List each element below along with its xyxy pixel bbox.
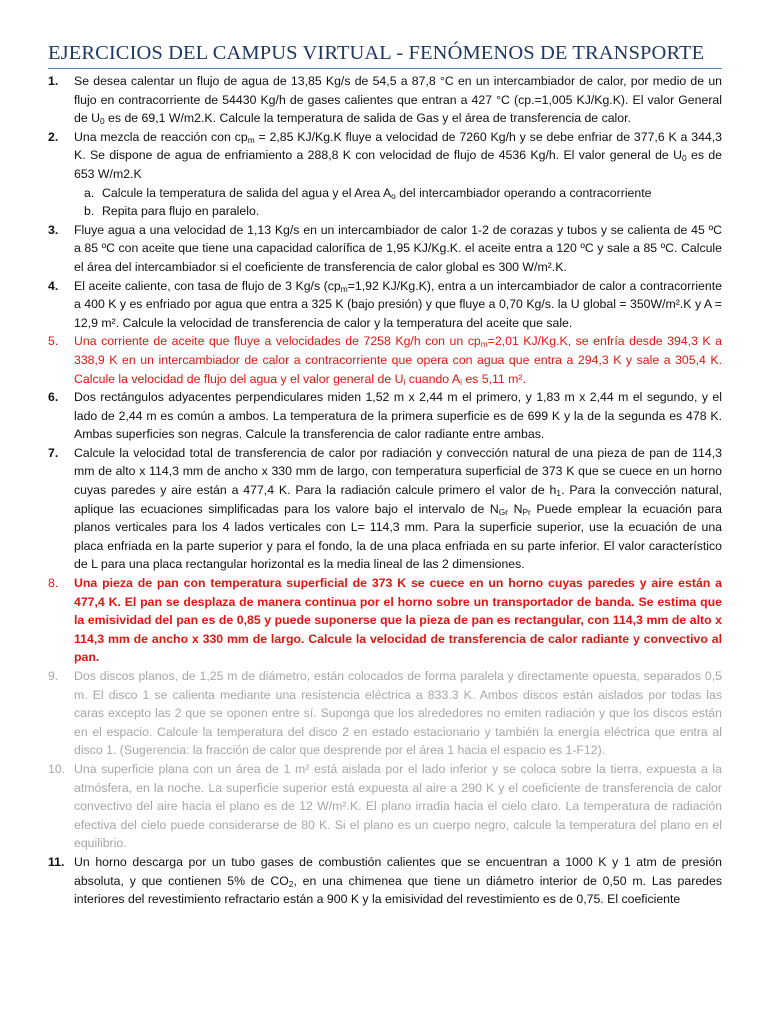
exercise-text: Una corriente de aceite que fluye a velocidades de 7258 Kg/h con un $cp_m=2,01$ KJ/Kg.K, se enfría desde 394,3 K a 338,9 K en un intercambiador de calor a contracorriente que opera con agua que entra a 294,3 K y sale a 305,4 K. Calcule la velocidad de flujo del agua y el valor general de $U_i$ cuando $A_i$ es 5,11 m². xyxy=(74,334,722,387)
exercise-item xyxy=(48,128,722,221)
exercise-number: 8. xyxy=(48,576,59,591)
exercise-text: Una superficie plana con un área de 1 m² está aislada por el lado inferior y se coloca sobre la tierra, expuesta a la atmósfera, en la noche. La superficie superior está expuesta al aire a 290 K y el coeficiente de transferencia de calor convectivo del aire hacia el plano es de 12 W/m².K. El plano irradia hacia el cielo claro. La temperatura de radiación efectiva del cielo puede considerarse de 80 K. Si el plano es un cuerpo negro, calcule la temperatura del plano en el equilibrio. xyxy=(74,761,722,851)
exercise-text: El aceite caliente, con tasa de flujo de 3 Kg/s ($cp_m=1,92$ KJ/Kg.K), entra a un intercambiador de calor a contracorriente a 400 K y es enfriado por agua que entra a 325 K (bajo presión) y que fluye a 0,70 Kg/s. la U global = 350W/m².K y A = 12,9 m². Calcule la velocidad de transferencia de calor y la temperatura del aceite que sale. xyxy=(74,278,722,330)
sub-question xyxy=(84,202,722,221)
exercise-list xyxy=(48,72,722,909)
exercise-text: Dos rectángulos adyacentes perpendiculares miden 1,52 m x 2,44 m el primero, y 1,83 m x 2,44 m el segundo, y el lado de 2,44 m es común a ambos. La temperatura de la primera superficie es de 699 K y la de la segunda es 478 K. Ambas superficies son negras. Calcule la transferencia de calor radiante entre ambas. xyxy=(74,390,722,442)
sub-question-text: Calcule la temperatura de salida del agua y el Area $A_o$ del intercambiador operando a contracorriente xyxy=(102,185,652,201)
exercise-item xyxy=(48,853,722,909)
sub-question-list xyxy=(74,184,722,221)
exercise-text: Una mezcla de reacción con $cp_m = 2,85$ KJ/Kg.K fluye a velocidad de 7260 Kg/h y se debe enfriar de 377,6 K a 344,3 K. Se dispone de agua de enfriamiento a 288,8 K con velocidad de flujo de 4536 Kg/h. El valor general de $U_0$ es de 653 W/m2.K xyxy=(74,129,723,181)
exercise-number: 11. xyxy=(48,854,65,869)
exercise-number: 4. xyxy=(48,278,59,293)
exercise-item xyxy=(48,332,722,388)
sub-question-text: Repita para flujo en paralelo. xyxy=(102,204,260,219)
exercise-number: 3. xyxy=(48,222,59,237)
exercise-item xyxy=(48,444,722,574)
exercise-number: 6. xyxy=(48,390,59,405)
exercise-item xyxy=(48,221,722,277)
exercise-item xyxy=(48,760,722,853)
exercise-text: Se desea calentar un flujo de agua de 13,85 Kg/s de 54,5 a 87,8 °C en un intercambiador de calor, por medio de un flujo en contracorriente de 54430 Kg/h de gases calientes que entran a 427 °C (cp.=1,005 KJ/Kg.K). El valor General de $U_0$ es de 69,1 W/m2.K. Calcule la temperatura de salida de Gas y el área de transferencia de calor. xyxy=(74,74,722,127)
exercise-number: 7. xyxy=(48,445,59,460)
exercise-text: Una pieza de pan con temperatura superficial de 373 K se cuece en un horno cuyas paredes y aire están a 477,4 K. El pan se desplaza de manera continua por el horno sobre un transportador de banda. Se estima que la emisividad del pan es de 0,85 y puede suponerse que la pieza de pan es rectangular, con 114,3 mm de alto x 114,3 mm de ancho x 330 mm de largo. Calcule la velocidad de transferencia de calor radiante y convectivo al pan. xyxy=(74,576,722,665)
exercise-text: Fluye agua a una velocidad de 1,13 Kg/s en un intercambiador de calor 1-2 de corazas y tubos y se calienta de 45 ºC a 85 ºC con aceite que tiene una capacidad calorífica de 1,95 KJ/Kg.K. el aceite entra a 120 ºC y sale a 85 ºC. Calcule el área del intercambiador si el coeficiente de transferencia de calor global es 300 W/m².K. xyxy=(74,222,722,274)
exercise-item xyxy=(48,667,722,760)
page-title: EJERCICIOS DEL CAMPUS VIRTUAL - FENÓMENOS DE TRANSPORTE xyxy=(48,0,722,69)
exercise-text: Calcule la velocidad total de transferencia de calor por radiación y convección natural de una pieza de pan de 114,3 mm de alto x 114,3 mm de ancho x 330 mm de largo, con temperatura superficial de 373 K que se cuece en un horno cuyas paredes y aire están a 477,4 K. Para la radiación calcule primero el valor de $h_1$. Para la convección natural, aplique las ecuaciones simplificadas para los valore bajo el intervalo de $N_{Gr}$ $N_{Pr}$ Puede emplear la ecuación para planos verticales para los 4 lados verticales con L= 114,3 mm. Para la superficie superior, use la ecuación de una placa enfriada en la parte superior y para el fondo, la de una placa enfriada en su parte inferior. El valor característico de L para una placa rectangular horizontal es la media lineal de las 2 dimensiones. xyxy=(74,445,722,572)
exercise-number: 10. xyxy=(48,761,66,776)
exercise-number: 5. xyxy=(48,334,59,349)
exercise-text: Un horno descarga por un tubo gases de combustión calientes que se encuentran a 1000 K y 1 atm de presión absoluta, y que contienen 5% de $CO_2$, en una chimenea que tiene un diámetro interior de 0,50 m. Las paredes interiores del revestimiento refractario están a 900 K y la emisividad del revestimiento es de 0,75. El coeficiente xyxy=(74,854,722,907)
exercise-item xyxy=(48,574,722,667)
sub-question-letter: a. xyxy=(84,185,95,200)
exercise-text: Dos discos planos, de 1,25 m de diámetro, están colocados de forma paralela y directamente opuesta, separados 0,5 m. El disco 1 se calienta mediante una resistencia eléctrica a 833.3 K. Ambos discos están aislados por todas las caras excepto las 2 que se oponen entre sí. Suponga que los alrededores no emiten radiación y que los discos están en el espacio. Calcule la temperatura del disco 2 en estado estacionario y también la energía eléctrica que entra al disco 1. (Sugerencia: la fracción de calor que desprende por el área 1 hacia el espacio es 1-F12). xyxy=(74,669,722,758)
sub-question xyxy=(84,184,722,203)
exercise-number: 2. xyxy=(48,129,59,144)
sub-question-letter: b. xyxy=(84,204,95,219)
exercise-item xyxy=(48,72,722,128)
exercise-item xyxy=(48,277,722,333)
exercise-item xyxy=(48,388,722,444)
exercise-number: 9. xyxy=(48,669,59,683)
exercise-number: 1. xyxy=(48,74,59,88)
